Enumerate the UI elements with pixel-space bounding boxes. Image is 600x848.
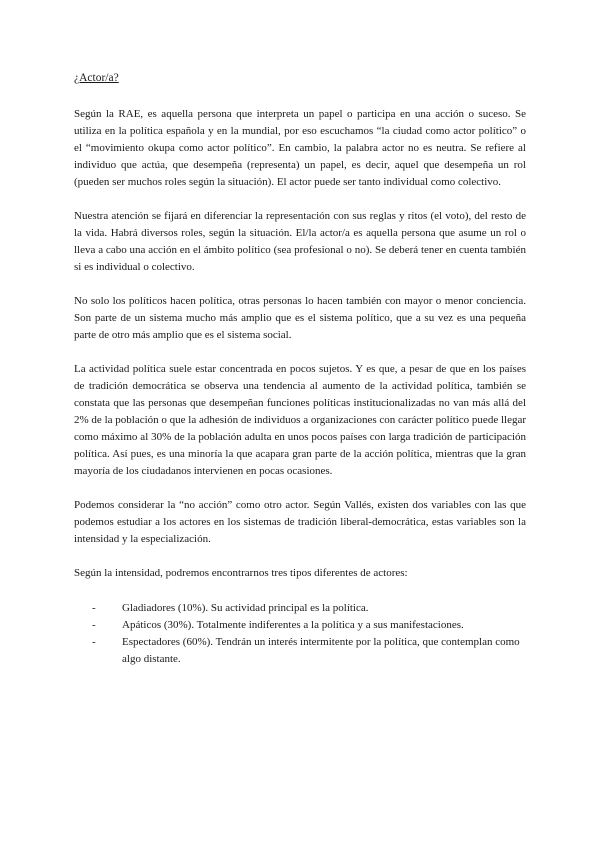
paragraph-political-activity: La actividad política suele estar concentrada en pocos sujetos. Y es que, a pesar de que en los países de tradición democrática se observa una tendencia al aumento de la actividad política, también se constata que las personas que desempeñan funciones políticas institucionalizadas no van más allá del 2% de la población o que la adhesión de individuos a organizaciones con carácter político puede llegar como máximo al 30% de la población adulta en unos pocos países con larga tradición de participación política. Así pues, es una minoría la que acapara gran parte de la acción política, mientras que la gran mayoría de los ciudadanos intervienen en pocas ocasiones. (74, 363, 526, 477)
paragraph-intensity-intro: Según la intensidad, podremos encontrarnos tres tipos diferentes de actores: (74, 567, 408, 579)
paragraph-representation: Nuestra atención se fijará en diferenciar la representación con sus reglas y ritos (el voto), del resto de la vida. Habrá diversos roles, según la situación. El/la actor/a es aquella persona que asume un rol o lleva a cabo una acción en el ámbito político (sea profesional o no). Se deberá tener en cuenta también si es individual o colectivo. (74, 210, 526, 273)
document-title: ¿Actor/a? (74, 72, 119, 84)
paragraph-no-action: Podemos considerar la “no acción” como otro actor. Según Vallés, existen dos variables con las que podemos estudiar a los actores en los sistemas de tradición liberal-democrática, estas variables son la intensidad y la especialización. (74, 499, 526, 545)
list-item-text: Espectadores (60%). Tendrán un interés intermitente por la política, que contemplan como algo distante. (122, 636, 520, 665)
paragraph-definition: Según la RAE, es aquella persona que interpreta un papel o participa en una acción o suceso. Se utiliza en la política española y en la mundial, por eso escuchamos “la ciudad como actor político” o el “movimiento okupa como actor político”. En cambio, la palabra actor no es neutra. Se refiere al individuo que actúa, que desempeña (representa) un papel, es decir, aquel que desempeña un rol (pueden ser muchos roles según la situación). El actor puede ser tanto individual como colectivo. (74, 108, 526, 188)
paragraph-political-system: No solo los políticos hacen política, otras personas lo hacen también con mayor o menor conciencia. Son parte de un sistema mucho más amplio que es el sistema político, que a su vez es una pequeña parte de otro más amplio que es el sistema social. (74, 295, 526, 341)
list-dash: - (92, 602, 96, 614)
list-item-text: Gladiadores (10%). Su actividad principal es la política. (122, 602, 369, 614)
list-item (92, 600, 526, 617)
list-item (92, 634, 526, 668)
list-item (92, 617, 526, 634)
list-dash: - (92, 619, 96, 631)
list-dash: - (92, 636, 96, 648)
actor-types-list (74, 600, 526, 668)
list-item-text: Apáticos (30%). Totalmente indiferentes a la política y a sus manifestaciones. (122, 619, 464, 631)
